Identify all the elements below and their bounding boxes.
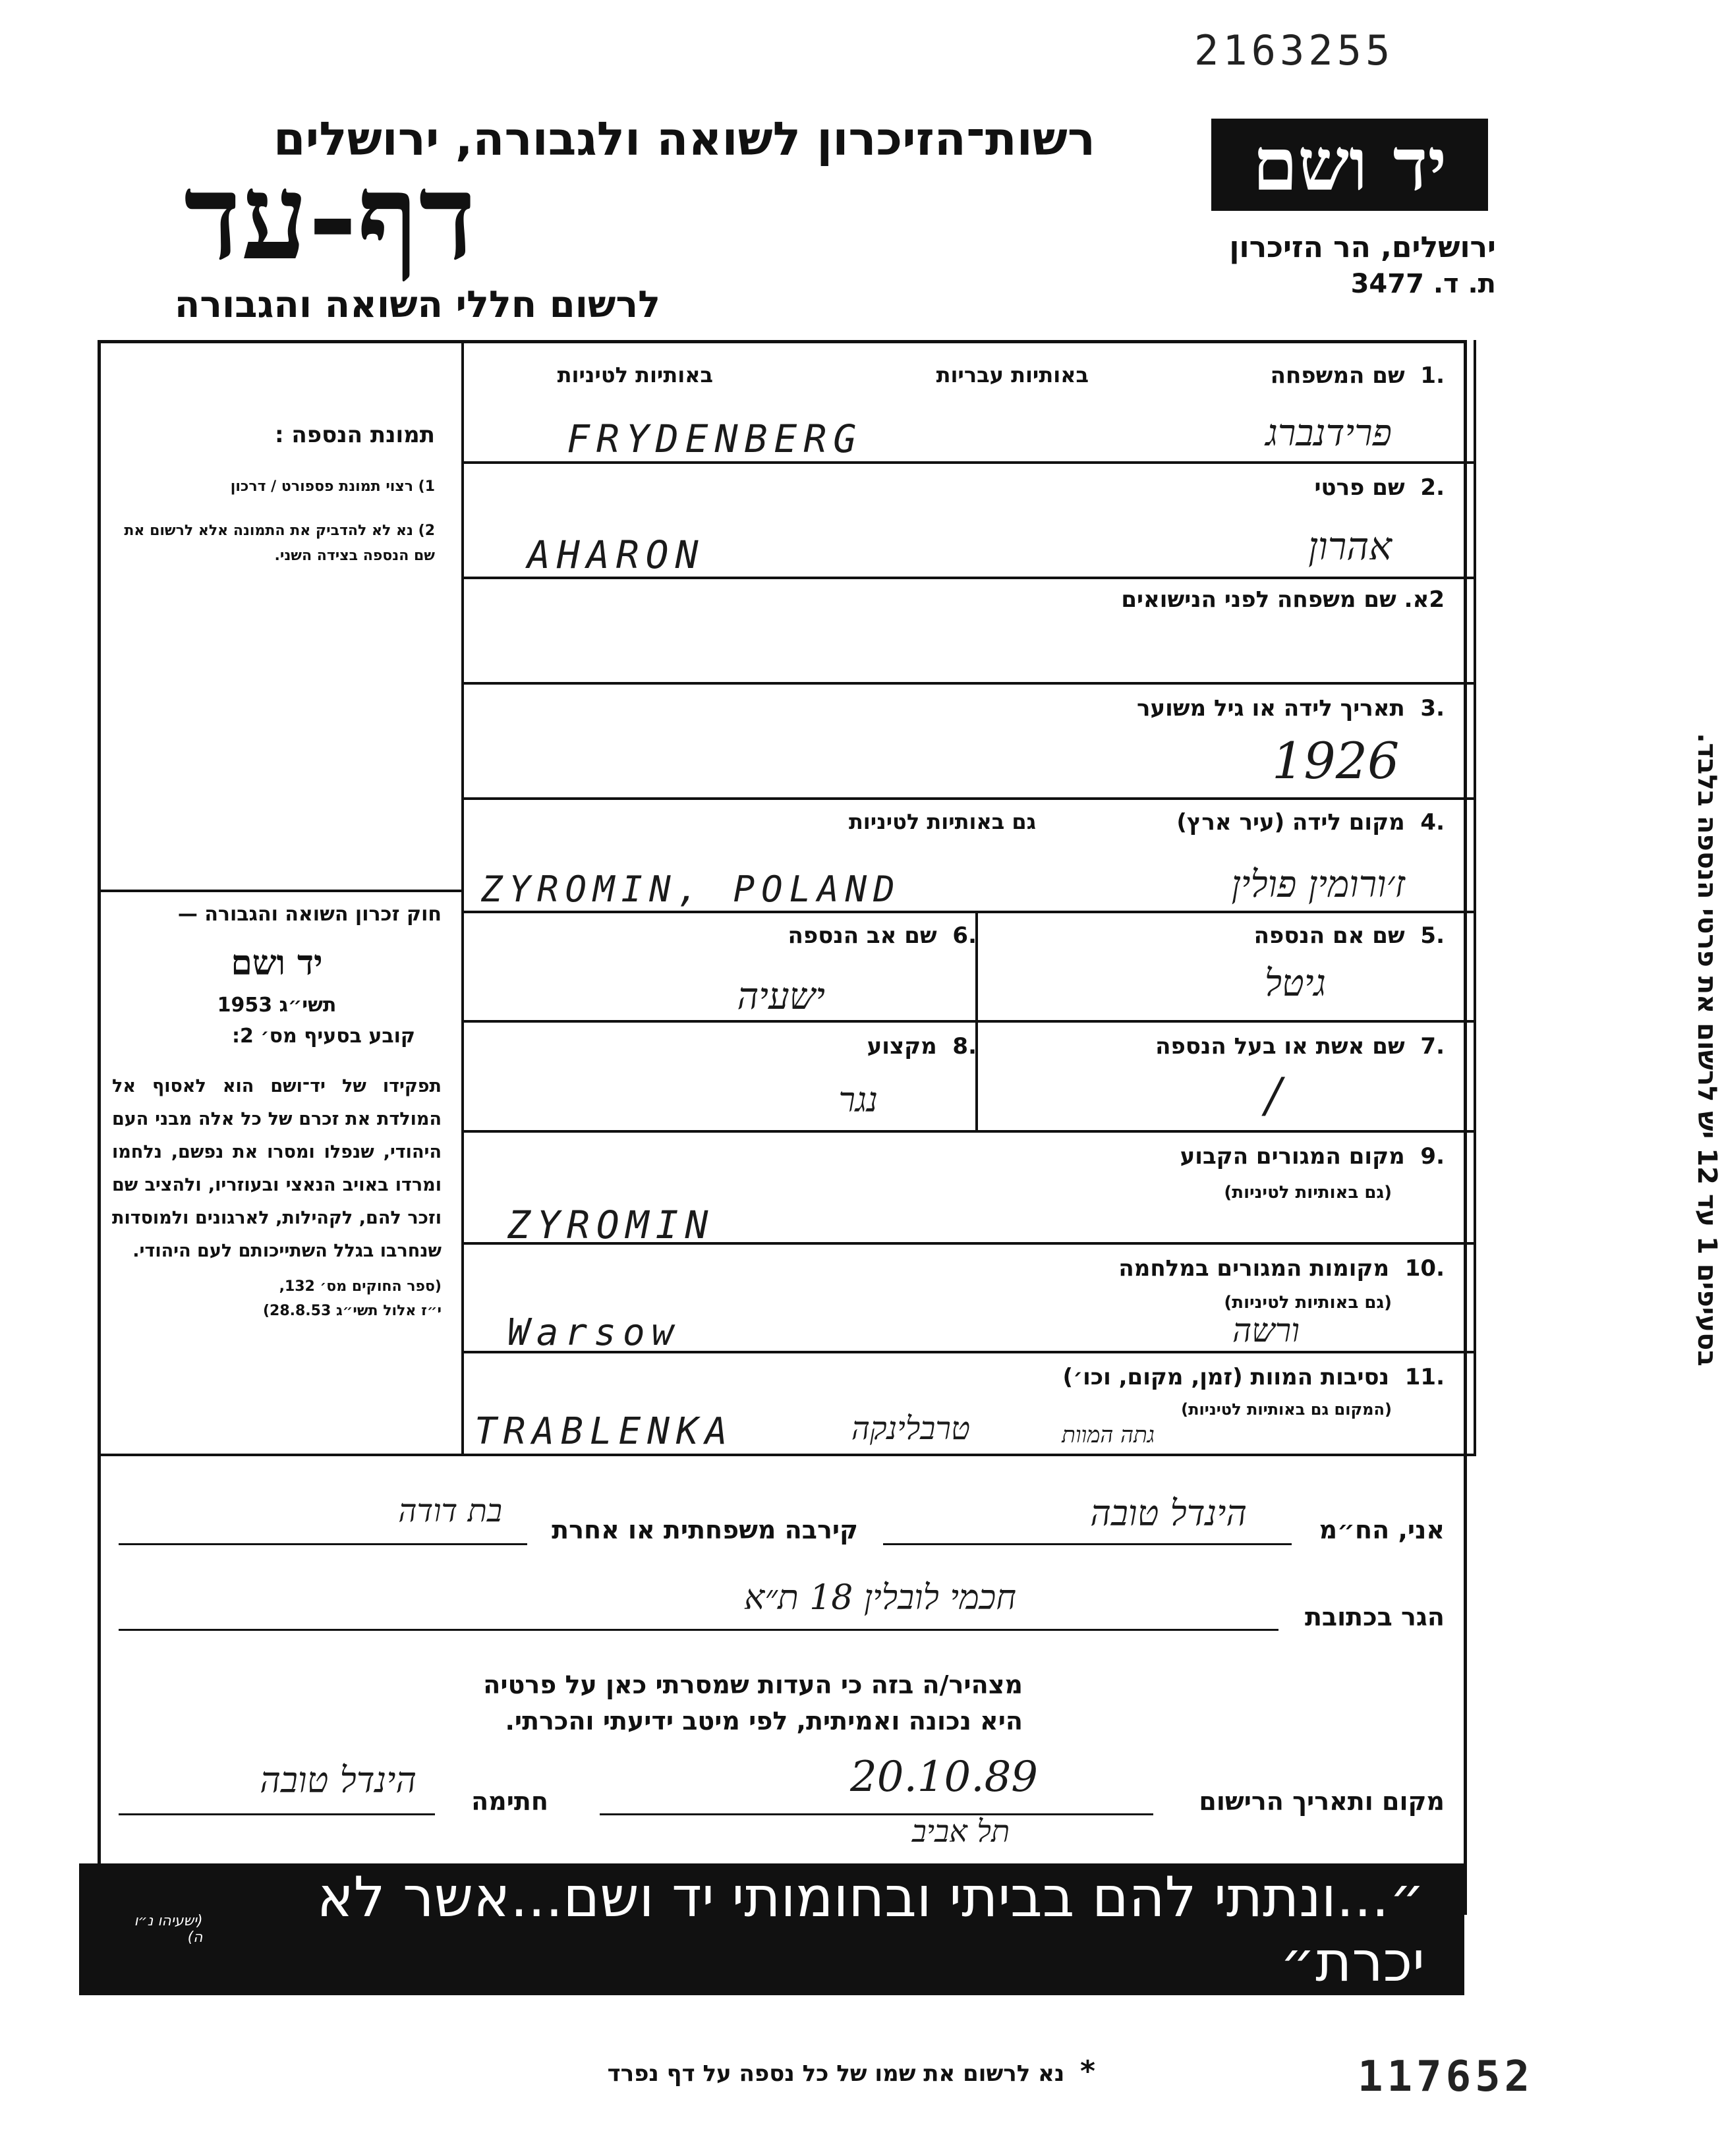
field11-value-latin[interactable]: TRABLENKA xyxy=(474,1410,734,1453)
field9-sub: (גם באותיות לטיניות) xyxy=(1224,1183,1392,1203)
place-date-line xyxy=(600,1813,1153,1815)
field7-label xyxy=(1155,1033,1445,1060)
field3-label xyxy=(1137,695,1445,722)
field7-label-text: שם אשת או בעל הנספה xyxy=(1155,1033,1405,1060)
declarant-name-value[interactable]: הינדל טובה xyxy=(1090,1492,1247,1534)
field2-number: .2 xyxy=(1420,474,1445,501)
place-date-label: מקום ותאריך הרישום xyxy=(1199,1787,1445,1816)
field4-label xyxy=(1176,809,1445,836)
field10-sub: (גם באותיות לטיניות) xyxy=(1224,1293,1392,1313)
law-box xyxy=(112,903,442,1323)
law-box-title: חוק זכרון השואה והגבורה — xyxy=(177,903,442,926)
field10-number: .10 xyxy=(1404,1255,1445,1282)
signature-label: חתימה xyxy=(471,1787,548,1816)
field4-value-latin[interactable]: ZYROMIN, POLAND xyxy=(481,868,902,910)
document-number-top: 2163255 xyxy=(1194,26,1394,74)
field2-value-hebrew[interactable]: אהרון xyxy=(1308,524,1392,569)
declarant-label: אני, הח״מ xyxy=(1319,1516,1445,1545)
field11-label xyxy=(1063,1364,1445,1390)
field2-label xyxy=(1314,474,1445,501)
field6-number: .6 xyxy=(952,922,977,949)
photo-box-item2: 2) נא לא להדביק את התמונה אלא לרשום את שם הנספה בצידה השני. xyxy=(124,523,435,564)
field2-value-latin[interactable]: AHARON xyxy=(527,532,705,577)
field6-label-text: שם אב הנספה xyxy=(788,922,937,949)
footer-note xyxy=(608,2055,1095,2088)
relation-value[interactable]: בת דודה xyxy=(398,1492,502,1529)
logo-text: יד ושם xyxy=(1252,122,1447,207)
field9-number: .9 xyxy=(1420,1143,1445,1170)
field10-value-hebrew[interactable]: ורשה xyxy=(1232,1311,1300,1349)
law-box-clause: קובע בסעיף מס׳ 2: xyxy=(231,1025,415,1048)
declaration-line1: מצהיר/ה בזה כי העדות שמסרתי כאן על פרטיה xyxy=(483,1670,1023,1699)
field11-label-text: נסיבות המוות (זמן, מקום, וכו׳) xyxy=(1062,1364,1390,1390)
field5-value[interactable]: גיטל xyxy=(1264,962,1326,1005)
field4-number: .4 xyxy=(1420,809,1445,836)
field5-label-text: שם אם הנספה xyxy=(1253,922,1405,949)
field6-label xyxy=(788,922,977,949)
field9-value[interactable]: ZYROMIN xyxy=(507,1203,715,1247)
org-address: ירושלים, הר הזיכרון xyxy=(1229,231,1496,264)
law-box-name: יד ושם xyxy=(231,943,323,983)
law-box-body: תפקידו של יד־ושם הוא לאסוף אל המולדת את זכרם של כל אלה מבני העם היהודי, שנפלו ומסרו את נפשם, נלחמו ומרדו באויב הנאצי ובעוזריו, ולהציב שם וזכר להם, לקהילות, לארגונים ולמוסדות שנחרבו בגלל השתייכותם לעם היהודי. xyxy=(112,1076,442,1261)
field4-label-text: מקום לידה (עיר ארץ) xyxy=(1176,809,1405,836)
field8-number: .8 xyxy=(952,1033,977,1060)
signature-value[interactable]: הינדל טובה xyxy=(260,1759,416,1801)
field5-number: .5 xyxy=(1420,922,1445,949)
org-po-box: ת. ד. 3477 xyxy=(1350,269,1496,299)
field8-label-text: מקצוע xyxy=(867,1033,937,1060)
quote-banner xyxy=(79,1863,1464,1995)
law-box-date: י״ז אלול תשי״ג 28.8.53) xyxy=(262,1303,442,1320)
field1-label xyxy=(1271,362,1445,389)
field11-value-note[interactable]: גתה המוות xyxy=(1062,1422,1155,1448)
form-subtitle: לרשום חללי השואה והגבורה xyxy=(174,283,660,326)
field10-label xyxy=(1118,1255,1445,1282)
photo-box xyxy=(119,422,435,568)
field10-value-latin[interactable]: Warsow xyxy=(507,1311,681,1354)
field8-label xyxy=(867,1033,977,1060)
declarant-name-line xyxy=(883,1543,1292,1545)
banner-quote: ״...ונתתי להם בביתי ובחומותי יד ושם...אשר לא יכרת״ xyxy=(316,1865,1425,1994)
field1-value-hebrew[interactable]: פרידנברג xyxy=(1265,412,1392,455)
yad-vashem-logo xyxy=(1211,119,1488,211)
field11-number: .11 xyxy=(1404,1364,1445,1390)
field3-value[interactable]: 1926 xyxy=(1272,731,1400,790)
registration-place-value[interactable]: תל אביב xyxy=(911,1813,1010,1849)
relation-label: קירבה משפחתית או אחרת xyxy=(552,1516,858,1545)
field2-label-text: שם פרטי xyxy=(1314,474,1405,501)
field9-label-text: מקום המגורים הקבוע xyxy=(1180,1143,1405,1170)
field1-value-latin[interactable]: FRYDENBERG xyxy=(567,416,863,461)
field5-label xyxy=(1254,922,1445,949)
field9-label xyxy=(1180,1143,1445,1170)
registration-date-value[interactable]: 20.10.89 xyxy=(850,1753,1038,1801)
footer-note-text: נא לרשום את שמו של כל נספה על דף נפרד xyxy=(607,2060,1065,2087)
banner-source: (ישעיהו נ״ו ה) xyxy=(134,1913,203,1946)
document-number-bottom: 117652 xyxy=(1358,2053,1534,2101)
signature-line xyxy=(119,1813,435,1815)
field1-hebrew-column-label: באותיות עבריות xyxy=(936,362,1089,387)
field3-number: .3 xyxy=(1420,695,1445,722)
form-title: דף-עד xyxy=(184,148,476,287)
field6-value[interactable]: ישעיה xyxy=(737,975,825,1018)
field1-latin-column-label: באותיות לטיניות xyxy=(557,362,713,387)
address-line xyxy=(119,1629,1278,1631)
field2a-number: 2א. xyxy=(1404,586,1445,613)
authority-title: רשות־הזיכרון לשואה ולגבורה, ירושלים xyxy=(273,112,1095,166)
field11-value-hebrew[interactable]: טרבלינקה xyxy=(851,1410,970,1447)
field4-latin-column-label: גם באותיות לטיניות xyxy=(848,809,1036,834)
address-value[interactable]: חכמי לובלין 18 ת״א xyxy=(744,1578,1016,1618)
field7-number: .7 xyxy=(1420,1033,1445,1060)
field2a-label xyxy=(1121,586,1445,613)
field10-label-text: מקומות המגורים במלחמה xyxy=(1118,1255,1390,1282)
law-box-year: תשי״ג 1953 xyxy=(217,994,337,1017)
photo-box-item1: 1) רצוי תמונת פספורט / דרכון xyxy=(230,478,435,495)
field4-value-hebrew[interactable]: ז׳ורומין פולין xyxy=(1231,863,1405,906)
field8-value[interactable]: נגר xyxy=(838,1081,878,1120)
side-note: בסעיפים 1 עד 12 יש לרשום את פרטי הנספה בלבד. xyxy=(1692,733,1722,1367)
declaration-line2: היא נכונה ואמיתית, לפי מיטב ידיעתי והכרתי. xyxy=(505,1707,1023,1736)
photo-box-title: תמונת הנספה : xyxy=(275,422,435,448)
law-box-source: (ספר החוקים מס׳ 132, xyxy=(279,1278,442,1295)
footer-star: * xyxy=(1079,2055,1095,2088)
address-label: הגר בכתובת xyxy=(1304,1603,1445,1631)
field7-value[interactable]: / xyxy=(1265,1067,1282,1123)
relation-line xyxy=(119,1543,527,1545)
field11-sub: (המקום גם באותיות לטיניות) xyxy=(1181,1400,1392,1419)
field1-number: .1 xyxy=(1420,362,1445,389)
field2a-label-text: שם משפחה לפני הנישואים xyxy=(1121,586,1396,613)
field3-label-text: תאריך לידה או גיל משוער xyxy=(1136,695,1405,722)
field1-label-text: שם המשפחה xyxy=(1270,362,1405,389)
